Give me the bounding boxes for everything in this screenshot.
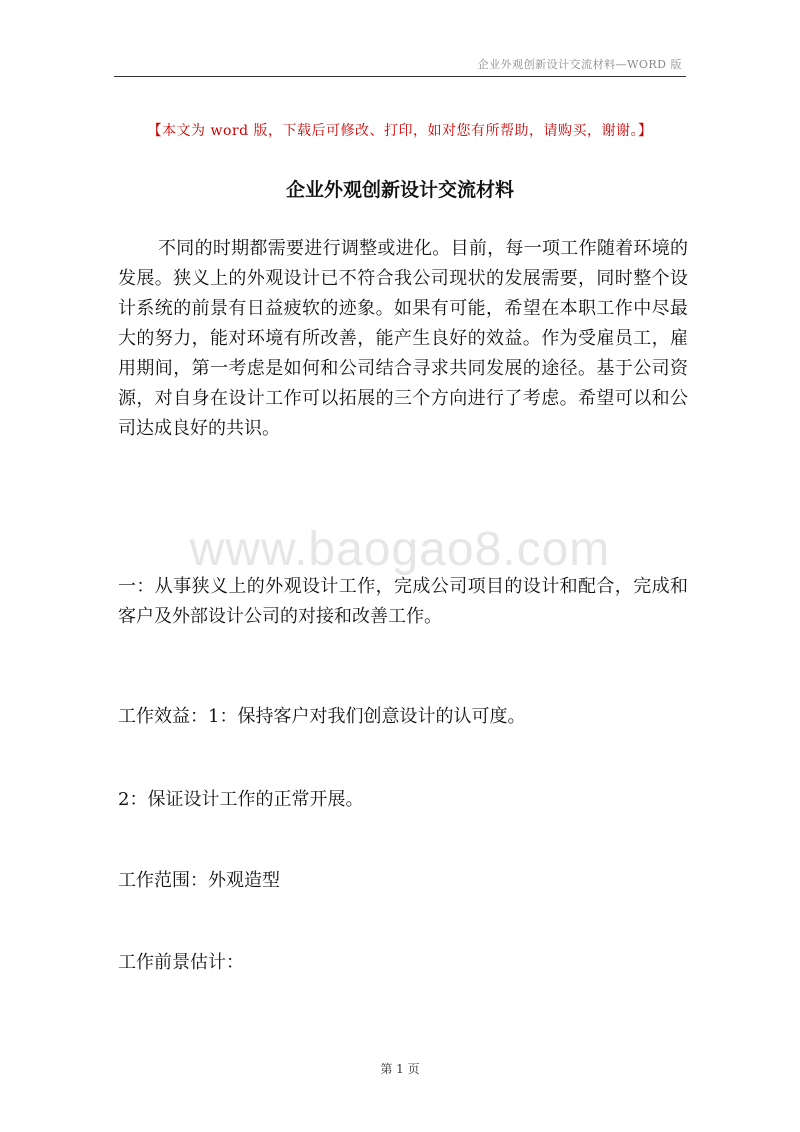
- item-one-paragraph: 一：从事狭义上的外观设计工作，完成公司项目的设计和配合，完成和客户及外部设计公司的对接和改善工作。: [118, 576, 688, 627]
- header-divider: [114, 76, 686, 77]
- download-notice: 【本文为 word 版，下载后可修改、打印，如对您有所帮助，请购买，谢谢。】: [147, 123, 653, 139]
- document-title: 企业外观创新设计交流材料: [285, 179, 514, 201]
- page-number: 第 1 页: [380, 1062, 420, 1076]
- page-header: 企业外观创新设计交流材料—WORD 版: [477, 58, 682, 71]
- work-outlook-line: 工作前景估计：: [118, 952, 244, 973]
- site-watermark: www.baogao8.com: [189, 523, 611, 576]
- work-benefit-line-1: 工作效益：1：保持客户对我们创意设计的认可度。: [118, 706, 526, 727]
- work-scope-line: 工作范围：外观造型: [118, 870, 280, 891]
- work-benefit-line-2: 2：保证设计工作的正常开展。: [118, 789, 364, 810]
- intro-paragraph: 不同的时期都需要进行调整或进化。目前，每一项工作随着环境的发展。狭义上的外观设计已不符合我公司现状的发展需要，同时整个设计系统的前景有日益疲软的迹象。如果有可能，希望在本职工作中尽最大的努力，能对环境有所改善，能产生良好的效益。作为受雇员工，雇用期间，第一考虑是如何和公司结合寻求共同发展的途径。基于公司资源，对自身在设计工作可以拓展的三个方向进行了考虑。希望可以和公司达成良好的共识。: [118, 238, 688, 439]
